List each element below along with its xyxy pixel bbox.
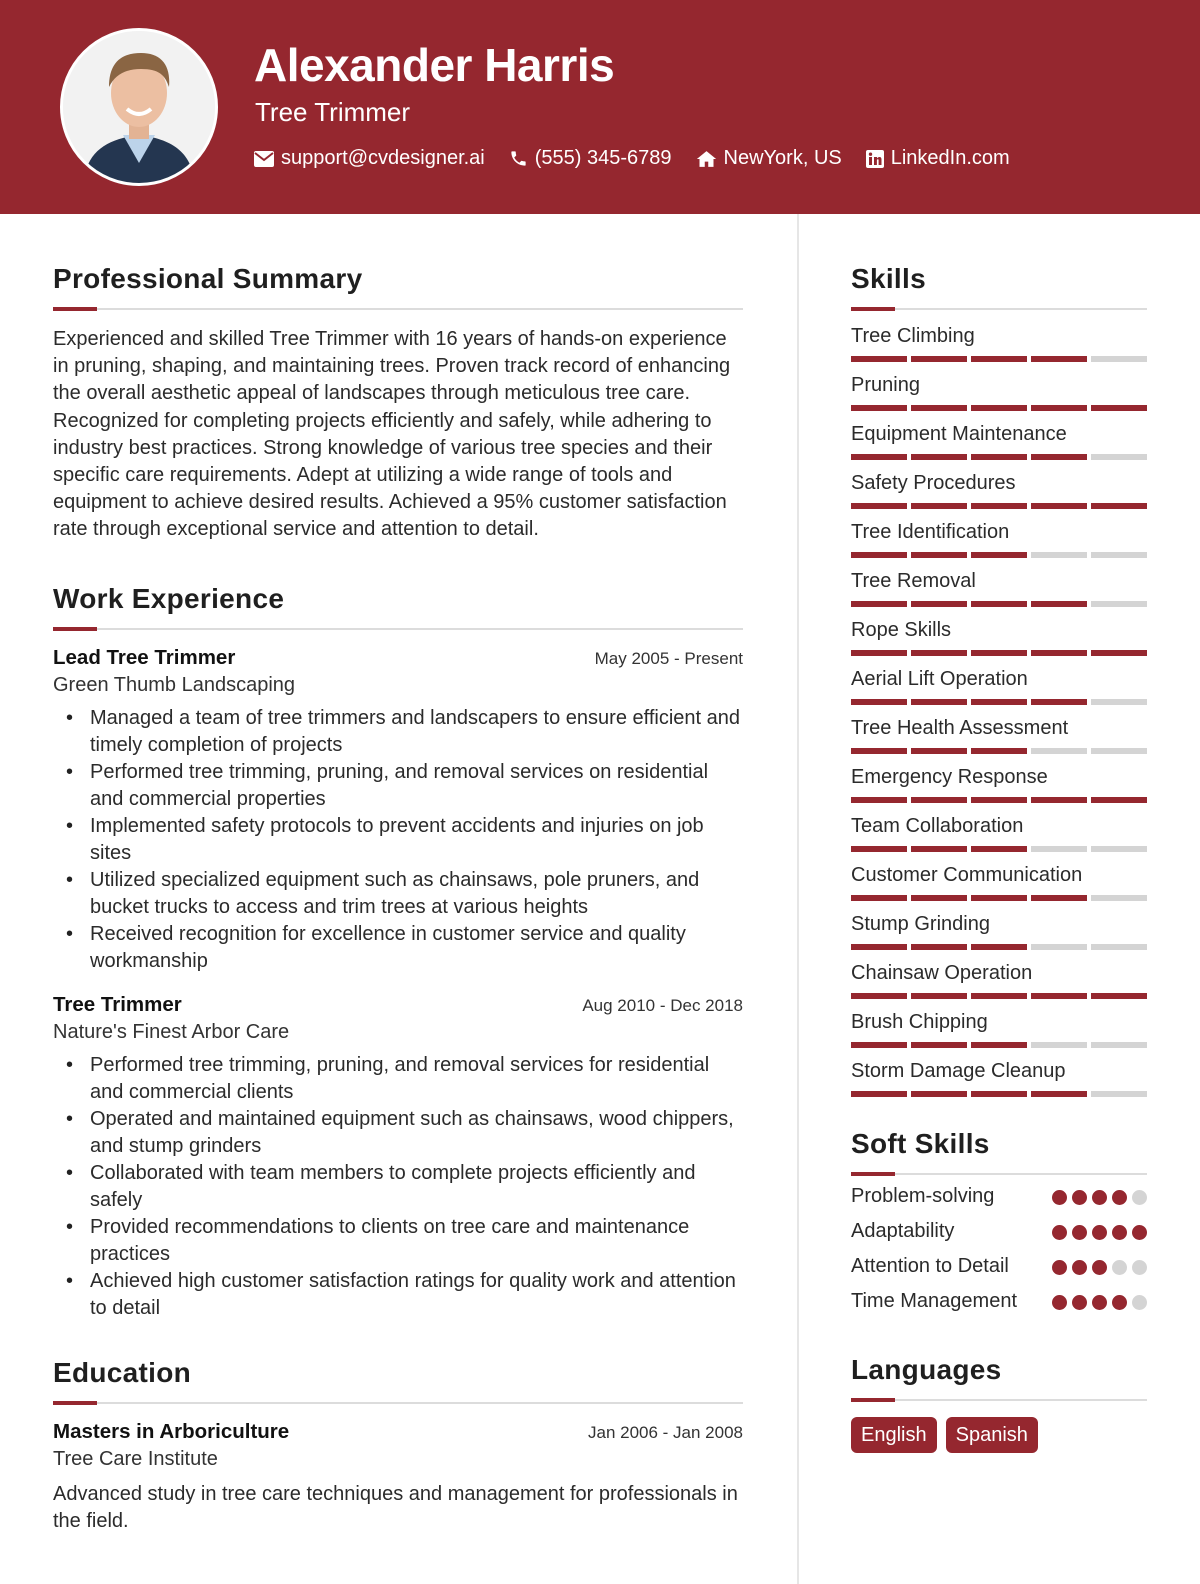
linkedin-text: LinkedIn.com: [890, 147, 1010, 169]
skill-level-segment: [971, 454, 1027, 460]
skill-level-segment: [1091, 699, 1147, 705]
skill-level-segment: [1091, 356, 1147, 362]
job-title: Lead Tree Trimmer: [53, 645, 236, 669]
skill-name: Team Collaboration: [851, 815, 1024, 837]
skill-level-bar: [851, 1042, 1147, 1048]
skill-level-segment: [851, 454, 907, 460]
skill-level-segment: [911, 601, 967, 607]
skill-name: Tree Health Assessment: [851, 717, 1069, 739]
skill-level-bar: [851, 748, 1147, 754]
job-bullets: [53, 705, 743, 975]
section-title: Soft Skills: [851, 1128, 990, 1159]
skill-level-bar: [851, 993, 1147, 999]
list-item: • Performed tree trimming, pruning, and removal services on residential and commercial properties: [90, 759, 743, 813]
list-item: • Operated and maintained equipment such as chainsaws, wood chippers, and stump grinders: [90, 1106, 743, 1160]
school-name: Tree Care Institute: [53, 1447, 218, 1470]
skill-level-segment: [1091, 797, 1147, 803]
skill-level-segment: [911, 405, 967, 411]
skill-level-segment: [911, 552, 967, 558]
skill-level-segment: [851, 699, 907, 705]
skill-level-segment: [1091, 650, 1147, 656]
rating-dot: [1092, 1190, 1107, 1205]
rating-dot: [1112, 1225, 1127, 1240]
section-rule: [851, 1173, 1147, 1175]
skill-level-bar: [851, 650, 1147, 656]
skill-level-bar: [851, 797, 1147, 803]
soft-skills-section: [851, 1127, 1147, 1315]
skill-level-bar: [851, 503, 1147, 509]
rating-dot: [1072, 1225, 1087, 1240]
soft-skill-name: Time Management: [851, 1290, 1017, 1312]
skill-level-segment: [971, 601, 1027, 607]
skill-level-segment: [1031, 993, 1087, 999]
skill-level-segment: [1091, 944, 1147, 950]
skill-name: Storm Damage Cleanup: [851, 1060, 1066, 1082]
list-item: • Performed tree trimming, pruning, and removal services for residential and commercial clients: [90, 1052, 743, 1106]
skill-level-segment: [1091, 601, 1147, 607]
education-section: [53, 1356, 743, 1535]
skill-level-bar: [851, 552, 1147, 558]
linkedin-icon: [866, 150, 884, 168]
skill-item: [851, 961, 1147, 999]
skill-level-segment: [1031, 748, 1087, 754]
skill-item: [851, 716, 1147, 754]
skill-item: [851, 912, 1147, 950]
skill-level-segment: [911, 356, 967, 362]
section-title: Professional Summary: [53, 263, 363, 294]
skills-list: [851, 324, 1147, 1097]
skill-level-segment: [1091, 748, 1147, 754]
skill-level-segment: [851, 356, 907, 362]
skill-name: Stump Grinding: [851, 913, 990, 935]
soft-skill-item: [851, 1288, 1147, 1315]
skill-level-bar: [851, 356, 1147, 362]
rating-dot: [1072, 1190, 1087, 1205]
skill-level-segment: [1031, 797, 1087, 803]
skill-level-segment: [1091, 552, 1147, 558]
skill-level-segment: [971, 895, 1027, 901]
skill-level-segment: [971, 405, 1027, 411]
skill-name: Tree Identification: [851, 521, 1010, 543]
job-company: Green Thumb Landscaping: [53, 673, 296, 696]
rating-dot: [1052, 1190, 1067, 1205]
contact-linkedin[interactable]: [866, 147, 1010, 170]
skill-item: [851, 1059, 1147, 1097]
skill-level-segment: [1031, 1091, 1087, 1097]
profile-photo: [63, 31, 215, 183]
skill-item: [851, 422, 1147, 460]
skill-item: [851, 324, 1147, 362]
contact-bar: [254, 147, 1010, 170]
email-text: support@cvdesigner.ai: [281, 147, 485, 169]
skill-level-segment: [1031, 356, 1087, 362]
skill-level-segment: [1031, 405, 1087, 411]
skill-level-segment: [1031, 846, 1087, 852]
skill-name: Pruning: [851, 374, 920, 396]
skill-level-segment: [971, 1091, 1027, 1097]
list-item: • Collaborated with team members to complete projects efficiently and safely: [90, 1160, 743, 1214]
skill-level-segment: [851, 552, 907, 558]
rating-dot: [1112, 1260, 1127, 1275]
skill-level-segment: [971, 748, 1027, 754]
rating-dot: [1092, 1295, 1107, 1310]
rating-dot: [1132, 1295, 1147, 1310]
rating-dot: [1052, 1295, 1067, 1310]
skill-item: [851, 863, 1147, 901]
envelope-icon: [254, 151, 274, 167]
skill-level-segment: [911, 650, 967, 656]
languages-section: [851, 1353, 1147, 1453]
candidate-title: Tree Trimmer: [255, 97, 411, 127]
skill-name: Emergency Response: [851, 766, 1048, 788]
job-company: Nature's Finest Arbor Care: [53, 1020, 290, 1043]
sidebar-column: [851, 262, 1147, 1453]
header: [0, 0, 1200, 214]
rating-dot: [1092, 1225, 1107, 1240]
language-tag: Spanish: [946, 1417, 1038, 1453]
section-rule: [53, 628, 743, 630]
skill-level-segment: [1031, 650, 1087, 656]
skill-level-segment: [1031, 944, 1087, 950]
skill-level-segment: [911, 846, 967, 852]
skills-section: [851, 262, 1147, 1097]
section-rule: [53, 1402, 743, 1404]
skill-level-segment: [971, 993, 1027, 999]
section-rule: [53, 308, 743, 310]
skill-level-segment: [911, 895, 967, 901]
job-date: Aug 2010 - Dec 2018: [582, 995, 743, 1015]
rating-dot: [1112, 1190, 1127, 1205]
skill-level-segment: [1091, 1042, 1147, 1048]
section-title: Skills: [851, 263, 926, 294]
skill-level-segment: [971, 503, 1027, 509]
skill-level-segment: [911, 993, 967, 999]
skill-level-segment: [971, 797, 1027, 803]
list-item: • Received recognition for excellence in customer service and quality workmanship: [90, 921, 743, 975]
skill-level-bar: [851, 944, 1147, 950]
home-icon: [696, 150, 717, 168]
skill-name: Tree Climbing: [851, 325, 975, 347]
skill-level-segment: [971, 699, 1027, 705]
skill-level-bar: [851, 405, 1147, 411]
list-item: • Implemented safety protocols to prevent accidents and injuries on job sites: [90, 813, 743, 867]
summary-text: Experienced and skilled Tree Trimmer with 16 years of hands-on experience in pruning, shaping, and maintaining trees. Proven track record of enhancing the overall aesthetic appeal of landscapes through meticulous tree care. Recognized for completing projects efficiently and safely, while adhering to industry best practices. Strong knowledge of various tree species and their specific care requirements. Adept at utilizing a wide range of tools and equipment to achieve desired results. Achieved a 95% customer satisfaction rate through exceptional service and attention to detail.: [53, 328, 731, 541]
skill-level-segment: [1031, 601, 1087, 607]
skill-level-segment: [971, 846, 1027, 852]
skill-level-segment: [1031, 552, 1087, 558]
job-title: Tree Trimmer: [53, 992, 182, 1016]
skill-level-segment: [1031, 895, 1087, 901]
column-divider: [797, 214, 799, 1584]
section-title: Education: [53, 1356, 192, 1388]
contact-email[interactable]: [254, 147, 485, 170]
skill-level-segment: [851, 748, 907, 754]
skill-name: Customer Communication: [851, 864, 1083, 886]
skill-level-segment: [911, 748, 967, 754]
section-rule: [851, 1399, 1147, 1401]
soft-skill-name: Attention to Detail: [851, 1255, 1009, 1277]
skill-level-segment: [971, 944, 1027, 950]
skill-level-segment: [911, 503, 967, 509]
rating-dot: [1112, 1295, 1127, 1310]
rating-dot: [1132, 1260, 1147, 1275]
skill-item: [851, 618, 1147, 656]
skill-level-segment: [911, 699, 967, 705]
candidate-name: Alexander Harris: [254, 39, 615, 91]
skill-level-segment: [1091, 1091, 1147, 1097]
skill-item: [851, 471, 1147, 509]
skill-level-bar: [851, 846, 1147, 852]
phone-text: (555) 345-6789: [534, 147, 672, 169]
skill-level-bar: [851, 699, 1147, 705]
skill-name: Aerial Lift Operation: [851, 668, 1028, 690]
skill-item: [851, 765, 1147, 803]
skill-name: Tree Removal: [851, 570, 976, 592]
skill-name: Brush Chipping: [851, 1011, 988, 1033]
skill-level-segment: [971, 1042, 1027, 1048]
skill-level-segment: [911, 797, 967, 803]
avatar: [60, 28, 218, 186]
skill-level-segment: [1091, 405, 1147, 411]
location-text: NewYork, US: [723, 147, 842, 169]
soft-skill-rating: [1052, 1218, 1147, 1240]
skill-level-segment: [851, 944, 907, 950]
skill-level-segment: [971, 356, 1027, 362]
skill-level-bar: [851, 895, 1147, 901]
skill-level-segment: [851, 1042, 907, 1048]
degree-title: Masters in Arboriculture: [53, 1419, 290, 1443]
skill-level-segment: [1091, 895, 1147, 901]
skill-level-segment: [1091, 503, 1147, 509]
rating-dot: [1072, 1260, 1087, 1275]
skill-item: [851, 814, 1147, 852]
education-description: Advanced study in tree care techniques and management for professionals in the field.: [53, 1482, 738, 1532]
language-tag: English: [851, 1417, 937, 1453]
education-entry: [53, 1420, 743, 1535]
skill-level-segment: [1091, 993, 1147, 999]
skill-level-segment: [1031, 1042, 1087, 1048]
skill-level-bar: [851, 1091, 1147, 1097]
skill-level-segment: [851, 405, 907, 411]
rating-dot: [1092, 1260, 1107, 1275]
education-date: Jan 2006 - Jan 2008: [587, 1422, 743, 1442]
skill-level-segment: [851, 797, 907, 803]
skill-name: Chainsaw Operation: [851, 962, 1033, 984]
skill-level-segment: [851, 503, 907, 509]
rating-dot: [1052, 1225, 1067, 1240]
soft-skills-list: [851, 1183, 1147, 1315]
soft-skill-item: [851, 1253, 1147, 1280]
skill-level-segment: [1031, 699, 1087, 705]
skill-item: [851, 667, 1147, 705]
skill-level-segment: [851, 993, 907, 999]
phone-icon: [509, 149, 528, 168]
rating-dot: [1052, 1260, 1067, 1275]
main-column: [53, 262, 743, 1535]
job-entry: [53, 646, 743, 975]
skill-item: [851, 569, 1147, 607]
skill-level-segment: [1091, 454, 1147, 460]
list-item: • Managed a team of tree trimmers and landscapers to ensure efficient and timely completion of projects: [90, 705, 743, 759]
skill-level-segment: [851, 1091, 907, 1097]
soft-skill-item: [851, 1183, 1147, 1210]
skill-level-segment: [851, 846, 907, 852]
work-section: [53, 582, 743, 1322]
soft-skill-name: Problem-solving: [851, 1185, 995, 1207]
contact-phone[interactable]: [509, 147, 672, 170]
contact-location: [696, 147, 842, 170]
skill-level-segment: [911, 1091, 967, 1097]
skill-level-segment: [911, 944, 967, 950]
soft-skill-rating: [1052, 1288, 1147, 1310]
language-list: [851, 1417, 1147, 1453]
skill-level-segment: [1031, 454, 1087, 460]
skill-name: Equipment Maintenance: [851, 423, 1067, 445]
list-item: • Provided recommendations to clients on tree care and maintenance practices: [90, 1214, 743, 1268]
skill-level-segment: [851, 650, 907, 656]
skill-item: [851, 520, 1147, 558]
soft-skill-rating: [1052, 1183, 1147, 1205]
section-title: Languages: [851, 1354, 1002, 1385]
skill-name: Rope Skills: [851, 619, 952, 641]
soft-skill-rating: [1052, 1253, 1147, 1275]
list-item: • Achieved high customer satisfaction ratings for quality work and attention to detail: [90, 1268, 743, 1322]
skill-item: [851, 373, 1147, 411]
soft-skill-name: Adaptability: [851, 1220, 955, 1242]
skill-level-segment: [851, 895, 907, 901]
rating-dot: [1132, 1225, 1147, 1240]
list-item: • Utilized specialized equipment such as chainsaws, pole pruners, and bucket trucks to access and trim trees at various heights: [90, 867, 743, 921]
job-date: May 2005 - Present: [594, 648, 743, 668]
section-rule: [851, 308, 1147, 310]
rating-dot: [1132, 1190, 1147, 1205]
skill-level-segment: [911, 1042, 967, 1048]
summary-section: [53, 262, 743, 544]
job-entry: [53, 993, 743, 1322]
skill-level-segment: [971, 650, 1027, 656]
skill-name: Safety Procedures: [851, 472, 1016, 494]
skill-level-bar: [851, 601, 1147, 607]
skill-level-segment: [851, 601, 907, 607]
skill-level-segment: [911, 454, 967, 460]
skill-level-segment: [1091, 846, 1147, 852]
section-title: Work Experience: [53, 582, 285, 614]
skill-level-segment: [971, 552, 1027, 558]
skill-item: [851, 1010, 1147, 1048]
rating-dot: [1072, 1295, 1087, 1310]
soft-skill-item: [851, 1218, 1147, 1245]
job-bullets: [53, 1052, 743, 1322]
skill-level-bar: [851, 454, 1147, 460]
skill-level-segment: [1031, 503, 1087, 509]
